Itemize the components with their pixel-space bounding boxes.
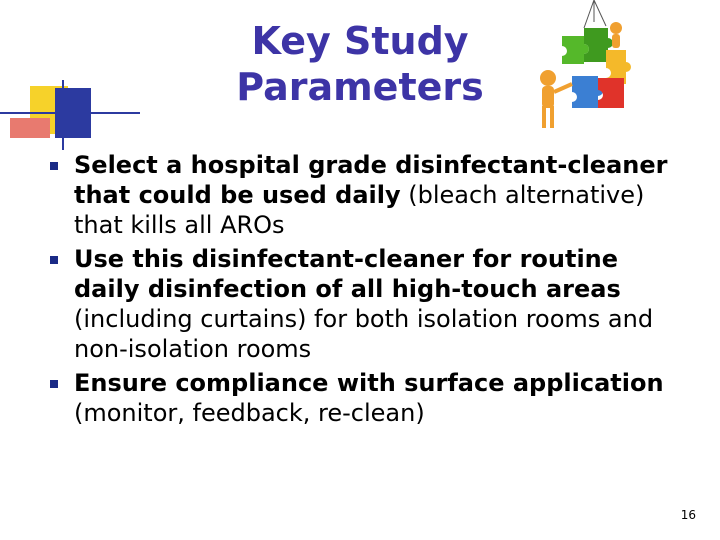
- bullet-list: [50, 150, 690, 432]
- bullet-marker-icon: [50, 162, 58, 170]
- title-line-1: Key Study: [251, 19, 469, 63]
- bullet-marker-icon: [50, 380, 58, 388]
- bullet-item-1: Select a hospital grade disinfectant-cleaner that could be used daily (bleach alternative) that kills all AROs: [50, 150, 690, 240]
- slide-title: [150, 18, 570, 110]
- bullet-item-2: Use this disinfectant-cleaner for routine daily disinfection of all high-touch areas (including curtains) for both isolation rooms and non-isolation rooms: [50, 244, 690, 364]
- bullet-item-3: Ensure compliance with surface application (monitor, feedback, re-clean): [50, 368, 690, 428]
- decorative-blocks: [0, 0, 140, 150]
- slide-number: 16: [680, 508, 696, 522]
- title-line-2: Parameters: [236, 65, 484, 109]
- puzzle-teamwork-icon: [520, 0, 660, 140]
- bullet-marker-icon: [50, 256, 58, 264]
